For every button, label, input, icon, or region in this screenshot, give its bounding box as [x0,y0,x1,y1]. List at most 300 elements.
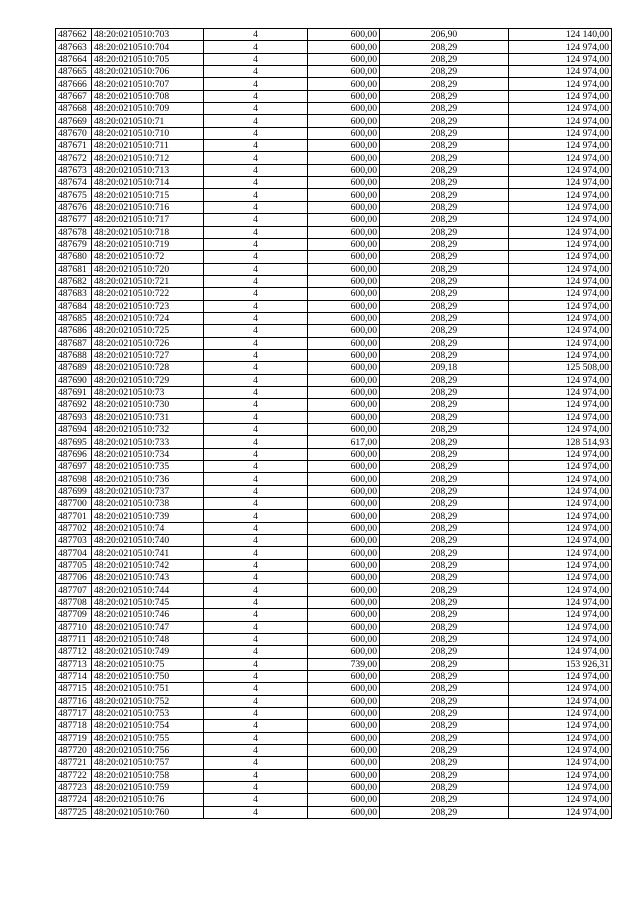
cell-row-id: 487666 [56,78,92,90]
cell-cadastral-value: 125 508,00 [509,362,612,374]
cell-specific-value: 208,29 [380,584,509,596]
cell-cadastral-number: 48:20:0210510:750 [92,670,204,682]
cell-area: 600,00 [308,510,380,522]
cell-cadastral-number: 48:20:0210510:710 [92,127,204,139]
cell-group: 4 [204,349,308,361]
cell-specific-value: 208,29 [380,263,509,275]
cell-group: 4 [204,510,308,522]
cell-specific-value: 208,29 [380,658,509,670]
table-row [56,794,612,806]
cell-cadastral-number: 48:20:0210510:707 [92,78,204,90]
table-row [56,485,612,497]
cell-cadastral-number: 48:20:0210510:724 [92,312,204,324]
table-row [56,189,612,201]
cell-area: 617,00 [308,436,380,448]
cell-group: 4 [204,670,308,682]
cell-specific-value: 208,29 [380,78,509,90]
table-row [56,238,612,250]
cell-specific-value: 208,29 [380,670,509,682]
cell-specific-value: 208,29 [380,744,509,756]
cell-specific-value: 208,29 [380,720,509,732]
cell-area: 600,00 [308,300,380,312]
cell-cadastral-number: 48:20:0210510:716 [92,201,204,213]
table-row [56,806,612,818]
cell-specific-value: 208,29 [380,633,509,645]
cell-cadastral-number: 48:20:0210510:712 [92,152,204,164]
cell-specific-value: 208,29 [380,510,509,522]
cell-cadastral-number: 48:20:0210510:753 [92,707,204,719]
cell-cadastral-number: 48:20:0210510:748 [92,633,204,645]
table-row [56,263,612,275]
table-body [56,29,612,819]
cell-row-id: 487709 [56,609,92,621]
cell-group: 4 [204,683,308,695]
cell-cadastral-value: 124 974,00 [509,473,612,485]
cell-group: 4 [204,621,308,633]
cell-area: 600,00 [308,769,380,781]
table-row [56,374,612,386]
cell-row-id: 487672 [56,152,92,164]
cell-specific-value: 208,29 [380,189,509,201]
cell-row-id: 487716 [56,695,92,707]
cell-area: 600,00 [308,498,380,510]
cell-area: 600,00 [308,535,380,547]
cell-group: 4 [204,66,308,78]
table-row [56,670,612,682]
cell-group: 4 [204,362,308,374]
cell-cadastral-value: 124 974,00 [509,769,612,781]
cell-cadastral-value: 124 974,00 [509,399,612,411]
cell-group: 4 [204,633,308,645]
table-row [56,78,612,90]
cell-row-id: 487710 [56,621,92,633]
cell-row-id: 487720 [56,744,92,756]
cell-cadastral-value: 124 974,00 [509,300,612,312]
table-row [56,781,612,793]
table-row [56,349,612,361]
cell-cadastral-value: 124 974,00 [509,386,612,398]
cell-area: 739,00 [308,658,380,670]
cell-specific-value: 208,29 [380,275,509,287]
cell-cadastral-value: 124 974,00 [509,757,612,769]
cell-area: 600,00 [308,485,380,497]
table-row [56,498,612,510]
cell-area: 600,00 [308,362,380,374]
table-row [56,29,612,41]
cell-row-id: 487722 [56,769,92,781]
table-row [56,66,612,78]
cell-cadastral-value: 124 974,00 [509,794,612,806]
cell-cadastral-value: 124 974,00 [509,275,612,287]
cell-specific-value: 208,29 [380,806,509,818]
cell-area: 600,00 [308,226,380,238]
cell-row-id: 487685 [56,312,92,324]
table-row [56,720,612,732]
cell-area: 600,00 [308,312,380,324]
table-row [56,127,612,139]
cell-cadastral-number: 48:20:0210510:737 [92,485,204,497]
cell-specific-value: 208,29 [380,127,509,139]
cell-row-id: 487676 [56,201,92,213]
cell-cadastral-value: 124 974,00 [509,485,612,497]
cell-area: 600,00 [308,201,380,213]
cell-cadastral-value: 124 974,00 [509,559,612,571]
cell-group: 4 [204,312,308,324]
cell-specific-value: 208,29 [380,621,509,633]
cell-cadastral-number: 48:20:0210510:731 [92,411,204,423]
cell-specific-value: 208,29 [380,411,509,423]
cell-area: 600,00 [308,66,380,78]
cell-row-id: 487662 [56,29,92,41]
cell-specific-value: 208,29 [380,177,509,189]
cell-cadastral-number: 48:20:0210510:760 [92,806,204,818]
cell-group: 4 [204,288,308,300]
cell-area: 600,00 [308,424,380,436]
cell-area: 600,00 [308,720,380,732]
cell-cadastral-number: 48:20:0210510:717 [92,214,204,226]
cell-cadastral-number: 48:20:0210510:758 [92,769,204,781]
cell-row-id: 487725 [56,806,92,818]
cell-area: 600,00 [308,757,380,769]
cell-cadastral-value: 124 974,00 [509,263,612,275]
cell-row-id: 487723 [56,781,92,793]
cell-cadastral-value: 124 974,00 [509,448,612,460]
cell-group: 4 [204,473,308,485]
cell-group: 4 [204,436,308,448]
cell-cadastral-number: 48:20:0210510:76 [92,794,204,806]
cell-area: 600,00 [308,140,380,152]
cell-row-id: 487703 [56,535,92,547]
table-row [56,707,612,719]
cell-group: 4 [204,127,308,139]
cell-cadastral-number: 48:20:0210510:756 [92,744,204,756]
cell-row-id: 487686 [56,325,92,337]
cell-area: 600,00 [308,251,380,263]
cell-area: 600,00 [308,547,380,559]
table-row [56,164,612,176]
cell-specific-value: 208,29 [380,646,509,658]
table-row [56,300,612,312]
cell-cadastral-value: 124 974,00 [509,90,612,102]
table-row [56,226,612,238]
table-row [56,448,612,460]
cell-area: 600,00 [308,386,380,398]
cell-area: 600,00 [308,646,380,658]
cell-row-id: 487681 [56,263,92,275]
table-row [56,41,612,53]
cell-cadastral-value: 124 974,00 [509,744,612,756]
cell-group: 4 [204,535,308,547]
cell-specific-value: 208,29 [380,103,509,115]
cell-row-id: 487675 [56,189,92,201]
cell-specific-value: 208,29 [380,498,509,510]
cell-specific-value: 208,29 [380,794,509,806]
cell-specific-value: 208,29 [380,769,509,781]
cell-cadastral-value: 124 974,00 [509,498,612,510]
cell-cadastral-number: 48:20:0210510:711 [92,140,204,152]
cell-area: 600,00 [308,695,380,707]
table-row [56,53,612,65]
cell-area: 600,00 [308,214,380,226]
cell-cadastral-number: 48:20:0210510:713 [92,164,204,176]
cell-specific-value: 208,29 [380,337,509,349]
table-row [56,214,612,226]
cell-group: 4 [204,461,308,473]
cell-cadastral-number: 48:20:0210510:740 [92,535,204,547]
table-row [56,411,612,423]
cell-cadastral-number: 48:20:0210510:743 [92,572,204,584]
cell-cadastral-number: 48:20:0210510:706 [92,66,204,78]
cell-group: 4 [204,53,308,65]
cell-group: 4 [204,596,308,608]
cell-specific-value: 208,29 [380,312,509,324]
cell-group: 4 [204,646,308,658]
cell-area: 600,00 [308,683,380,695]
cell-group: 4 [204,263,308,275]
cell-group: 4 [204,189,308,201]
cell-row-id: 487671 [56,140,92,152]
cell-cadastral-number: 48:20:0210510:705 [92,53,204,65]
cell-cadastral-value: 124 974,00 [509,288,612,300]
cell-row-id: 487689 [56,362,92,374]
cell-cadastral-number: 48:20:0210510:720 [92,263,204,275]
cell-cadastral-number: 48:20:0210510:719 [92,238,204,250]
cell-specific-value: 208,29 [380,596,509,608]
cell-group: 4 [204,794,308,806]
cell-row-id: 487721 [56,757,92,769]
cell-cadastral-value: 124 974,00 [509,806,612,818]
cell-row-id: 487698 [56,473,92,485]
cell-group: 4 [204,226,308,238]
cell-cadastral-value: 124 974,00 [509,461,612,473]
cell-specific-value: 208,29 [380,164,509,176]
cell-row-id: 487668 [56,103,92,115]
cell-group: 4 [204,90,308,102]
cell-cadastral-value: 124 974,00 [509,103,612,115]
cell-cadastral-number: 48:20:0210510:709 [92,103,204,115]
cell-group: 4 [204,448,308,460]
cell-row-id: 487715 [56,683,92,695]
table-row [56,633,612,645]
cell-group: 4 [204,806,308,818]
cell-cadastral-number: 48:20:0210510:741 [92,547,204,559]
cell-specific-value: 208,29 [380,201,509,213]
cell-cadastral-value: 124 974,00 [509,374,612,386]
cell-cadastral-value: 124 974,00 [509,781,612,793]
cell-group: 4 [204,547,308,559]
cell-group: 4 [204,498,308,510]
cell-area: 600,00 [308,103,380,115]
cell-cadastral-value: 124 974,00 [509,732,612,744]
cell-area: 600,00 [308,238,380,250]
cell-cadastral-number: 48:20:0210510:736 [92,473,204,485]
cell-cadastral-number: 48:20:0210510:742 [92,559,204,571]
cell-row-id: 487719 [56,732,92,744]
cell-cadastral-number: 48:20:0210510:723 [92,300,204,312]
cell-group: 4 [204,103,308,115]
cell-group: 4 [204,744,308,756]
cell-row-id: 487673 [56,164,92,176]
cell-group: 4 [204,720,308,732]
cell-row-id: 487704 [56,547,92,559]
cell-cadastral-number: 48:20:0210510:735 [92,461,204,473]
cell-specific-value: 208,29 [380,547,509,559]
cell-specific-value: 208,29 [380,66,509,78]
cell-cadastral-value: 124 974,00 [509,349,612,361]
cell-cadastral-value: 124 974,00 [509,683,612,695]
cell-cadastral-number: 48:20:0210510:721 [92,275,204,287]
table-row [56,177,612,189]
cell-cadastral-number: 48:20:0210510:734 [92,448,204,460]
table-row [56,559,612,571]
cell-cadastral-value: 124 974,00 [509,646,612,658]
cell-group: 4 [204,695,308,707]
cell-area: 600,00 [308,189,380,201]
cell-row-id: 487717 [56,707,92,719]
table-row [56,201,612,213]
cell-specific-value: 208,29 [380,461,509,473]
cell-cadastral-number: 48:20:0210510:755 [92,732,204,744]
cell-cadastral-value: 124 974,00 [509,695,612,707]
cell-area: 600,00 [308,349,380,361]
cell-group: 4 [204,757,308,769]
cell-specific-value: 208,29 [380,535,509,547]
cell-row-id: 487712 [56,646,92,658]
cell-row-id: 487695 [56,436,92,448]
cell-row-id: 487707 [56,584,92,596]
cell-cadastral-value: 128 514,93 [509,436,612,448]
cell-row-id: 487665 [56,66,92,78]
cell-cadastral-number: 48:20:0210510:703 [92,29,204,41]
cell-row-id: 487701 [56,510,92,522]
cell-cadastral-value: 124 974,00 [509,522,612,534]
cell-group: 4 [204,238,308,250]
cell-row-id: 487684 [56,300,92,312]
cell-group: 4 [204,386,308,398]
cell-group: 4 [204,559,308,571]
cell-group: 4 [204,374,308,386]
cell-specific-value: 208,29 [380,300,509,312]
cell-cadastral-value: 124 974,00 [509,41,612,53]
table-row [56,115,612,127]
table-row [56,535,612,547]
cell-area: 600,00 [308,781,380,793]
table-row [56,152,612,164]
cell-row-id: 487705 [56,559,92,571]
cell-row-id: 487678 [56,226,92,238]
cell-row-id: 487711 [56,633,92,645]
cell-cadastral-value: 124 974,00 [509,251,612,263]
table-row [56,103,612,115]
cell-specific-value: 208,29 [380,781,509,793]
cell-area: 600,00 [308,263,380,275]
cell-specific-value: 208,29 [380,559,509,571]
cell-cadastral-value: 124 974,00 [509,609,612,621]
cell-group: 4 [204,584,308,596]
cell-area: 600,00 [308,448,380,460]
cell-group: 4 [204,201,308,213]
cell-group: 4 [204,781,308,793]
table-row [56,522,612,534]
cell-specific-value: 208,29 [380,374,509,386]
cell-cadastral-number: 48:20:0210510:749 [92,646,204,658]
cell-cadastral-number: 48:20:0210510:747 [92,621,204,633]
cell-row-id: 487699 [56,485,92,497]
cell-cadastral-number: 48:20:0210510:74 [92,522,204,534]
cell-area: 600,00 [308,177,380,189]
cell-group: 4 [204,164,308,176]
cell-cadastral-value: 124 974,00 [509,584,612,596]
cell-specific-value: 208,29 [380,325,509,337]
cell-cadastral-value: 124 974,00 [509,53,612,65]
cell-group: 4 [204,78,308,90]
cell-area: 600,00 [308,29,380,41]
cell-cadastral-number: 48:20:0210510:71 [92,115,204,127]
table-row [56,436,612,448]
cell-cadastral-number: 48:20:0210510:722 [92,288,204,300]
table-row [56,732,612,744]
cell-area: 600,00 [308,115,380,127]
cell-area: 600,00 [308,399,380,411]
cell-cadastral-number: 48:20:0210510:715 [92,189,204,201]
cell-cadastral-value: 124 974,00 [509,164,612,176]
table-row [56,695,612,707]
cell-cadastral-value: 153 926,31 [509,658,612,670]
cell-cadastral-number: 48:20:0210510:732 [92,424,204,436]
cell-specific-value: 208,29 [380,386,509,398]
cell-group: 4 [204,337,308,349]
table-row [56,473,612,485]
cell-cadastral-value: 124 974,00 [509,152,612,164]
cell-cadastral-value: 124 974,00 [509,127,612,139]
table-row [56,386,612,398]
table-row [56,596,612,608]
cell-specific-value: 208,29 [380,115,509,127]
table-row [56,510,612,522]
cell-specific-value: 208,29 [380,238,509,250]
cell-area: 600,00 [308,275,380,287]
cell-cadastral-value: 124 974,00 [509,337,612,349]
cell-row-id: 487718 [56,720,92,732]
cell-specific-value: 208,29 [380,436,509,448]
cell-specific-value: 208,29 [380,707,509,719]
cell-cadastral-value: 124 974,00 [509,226,612,238]
cell-area: 600,00 [308,152,380,164]
cell-group: 4 [204,152,308,164]
cell-area: 600,00 [308,806,380,818]
table-row [56,757,612,769]
cell-cadastral-value: 124 974,00 [509,621,612,633]
cell-cadastral-value: 124 974,00 [509,424,612,436]
cell-specific-value: 208,29 [380,251,509,263]
cell-specific-value: 208,29 [380,41,509,53]
cell-row-id: 487693 [56,411,92,423]
table-row [56,658,612,670]
cell-cadastral-value: 124 974,00 [509,707,612,719]
cell-cadastral-value: 124 974,00 [509,720,612,732]
cell-cadastral-value: 124 974,00 [509,670,612,682]
cell-area: 600,00 [308,522,380,534]
cell-cadastral-number: 48:20:0210510:704 [92,41,204,53]
cell-area: 600,00 [308,325,380,337]
table-row [56,461,612,473]
cell-cadastral-number: 48:20:0210510:729 [92,374,204,386]
cell-cadastral-value: 124 974,00 [509,411,612,423]
cell-cadastral-number: 48:20:0210510:757 [92,757,204,769]
cell-cadastral-number: 48:20:0210510:75 [92,658,204,670]
table-row [56,683,612,695]
cell-cadastral-value: 124 974,00 [509,535,612,547]
